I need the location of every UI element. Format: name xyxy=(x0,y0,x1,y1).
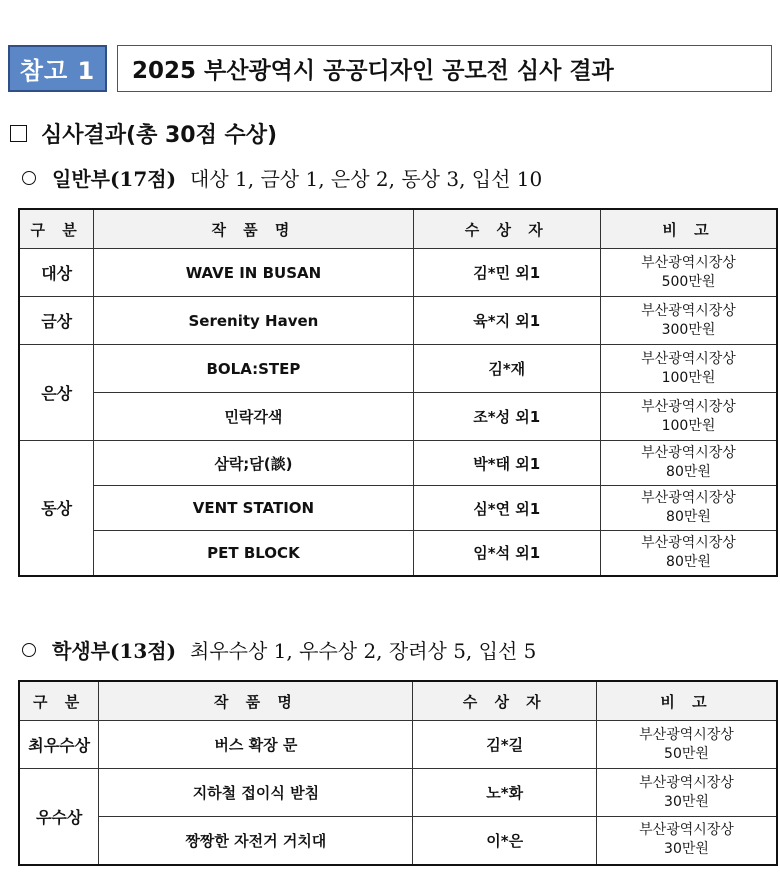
student-division-line xyxy=(22,635,536,664)
winner-name: 노*화 xyxy=(413,769,597,817)
document-title: 2025 부산광역시 공공디자인 공모전 심사 결과 xyxy=(117,45,772,92)
square-bullet-icon xyxy=(10,125,27,142)
table-row xyxy=(19,769,777,817)
prize-amount: 50만원 xyxy=(664,745,709,762)
table-row xyxy=(19,345,777,393)
table-row xyxy=(19,249,777,297)
work-title: WAVE IN BUSAN xyxy=(94,249,413,297)
table-row xyxy=(19,531,777,576)
award-note xyxy=(600,531,777,576)
prize-amount: 30만원 xyxy=(664,793,709,810)
award-title: 부산광역시장상 xyxy=(641,254,736,271)
award-note xyxy=(600,249,777,297)
work-title: VENT STATION xyxy=(94,486,413,531)
header-winner: 수 상 자 xyxy=(413,209,600,249)
general-division-summary: 대상 1, 금상 1, 은상 2, 동상 3, 입선 10 xyxy=(190,167,543,191)
winner-name: 조*성 외1 xyxy=(413,393,600,441)
work-title: BOLA:STEP xyxy=(94,345,413,393)
winner-name: 박*태 외1 xyxy=(413,441,600,486)
table-row xyxy=(19,817,777,865)
prize-amount: 80만원 xyxy=(666,553,711,570)
award-note xyxy=(596,817,777,865)
table-row xyxy=(19,297,777,345)
award-title: 부산광역시장상 xyxy=(641,534,736,551)
header-category: 구 분 xyxy=(19,209,94,249)
section-title: 심사결과(총 30점 수상) xyxy=(41,123,278,148)
header-winner: 수 상 자 xyxy=(413,681,597,721)
header-note: 비 고 xyxy=(596,681,777,721)
work-title: 버스 확장 문 xyxy=(99,721,413,769)
award-title: 부산광역시장상 xyxy=(639,822,734,839)
award-category: 은상 xyxy=(19,345,94,441)
award-category: 대상 xyxy=(19,249,94,297)
header xyxy=(8,45,772,92)
general-results-table xyxy=(18,208,778,577)
winner-name: 육*지 외1 xyxy=(413,297,600,345)
award-title: 부산광역시장상 xyxy=(639,726,734,743)
table-row xyxy=(19,486,777,531)
prize-amount: 80만원 xyxy=(666,509,711,525)
student-results-table xyxy=(18,680,778,866)
award-note xyxy=(596,769,777,817)
work-title: PET BLOCK xyxy=(94,531,413,576)
student-division-label: 학생부(13점) xyxy=(52,639,177,663)
award-title: 부산광역시장상 xyxy=(641,302,736,319)
prize-amount: 500만원 xyxy=(661,273,716,290)
winner-name: 임*석 외1 xyxy=(413,531,600,576)
winner-name: 김*재 xyxy=(413,345,600,393)
header-category: 구 분 xyxy=(19,681,99,721)
table-header-row xyxy=(19,681,777,721)
winner-name: 김*민 외1 xyxy=(413,249,600,297)
award-title: 부산광역시장상 xyxy=(641,398,736,415)
table-row xyxy=(19,441,777,486)
winner-name: 김*길 xyxy=(413,721,597,769)
prize-amount: 30만원 xyxy=(664,841,709,858)
award-note xyxy=(600,345,777,393)
prize-amount: 80만원 xyxy=(666,464,711,480)
prize-amount: 100만원 xyxy=(661,369,716,386)
award-note xyxy=(600,441,777,486)
award-note xyxy=(600,297,777,345)
award-category: 우수상 xyxy=(19,769,99,865)
circle-bullet-icon xyxy=(22,643,36,657)
work-title: 짱짱한 자전거 거치대 xyxy=(99,817,413,865)
reference-badge: 참고 1 xyxy=(8,45,107,92)
award-category: 동상 xyxy=(19,441,94,576)
prize-amount: 100만원 xyxy=(661,417,716,434)
award-note xyxy=(596,721,777,769)
table-header-row xyxy=(19,209,777,249)
award-note xyxy=(600,393,777,441)
header-work: 작 품 명 xyxy=(94,209,413,249)
award-title: 부산광역시장상 xyxy=(641,445,736,461)
header-work: 작 품 명 xyxy=(99,681,413,721)
award-note xyxy=(600,486,777,531)
header-note: 비 고 xyxy=(600,209,777,249)
general-division-label: 일반부(17점) xyxy=(52,167,177,191)
award-title: 부산광역시장상 xyxy=(639,774,734,791)
award-category: 금상 xyxy=(19,297,94,345)
work-title: Serenity Haven xyxy=(94,297,413,345)
circle-bullet-icon xyxy=(22,171,36,185)
work-title: 지하철 접이식 받침 xyxy=(99,769,413,817)
winner-name: 이*은 xyxy=(413,817,597,865)
student-division-summary: 최우수상 1, 우수상 2, 장려상 5, 입선 5 xyxy=(190,639,537,663)
winner-name: 심*연 외1 xyxy=(413,486,600,531)
award-title: 부산광역시장상 xyxy=(641,490,736,506)
work-title: 민락각색 xyxy=(94,393,413,441)
general-division-line xyxy=(22,163,542,192)
award-title: 부산광역시장상 xyxy=(641,350,736,367)
award-category: 최우수상 xyxy=(19,721,99,769)
table-row xyxy=(19,721,777,769)
table-row xyxy=(19,393,777,441)
work-title: 삼락;담(談) xyxy=(94,441,413,486)
prize-amount: 300만원 xyxy=(661,321,716,338)
section-heading xyxy=(10,118,277,149)
